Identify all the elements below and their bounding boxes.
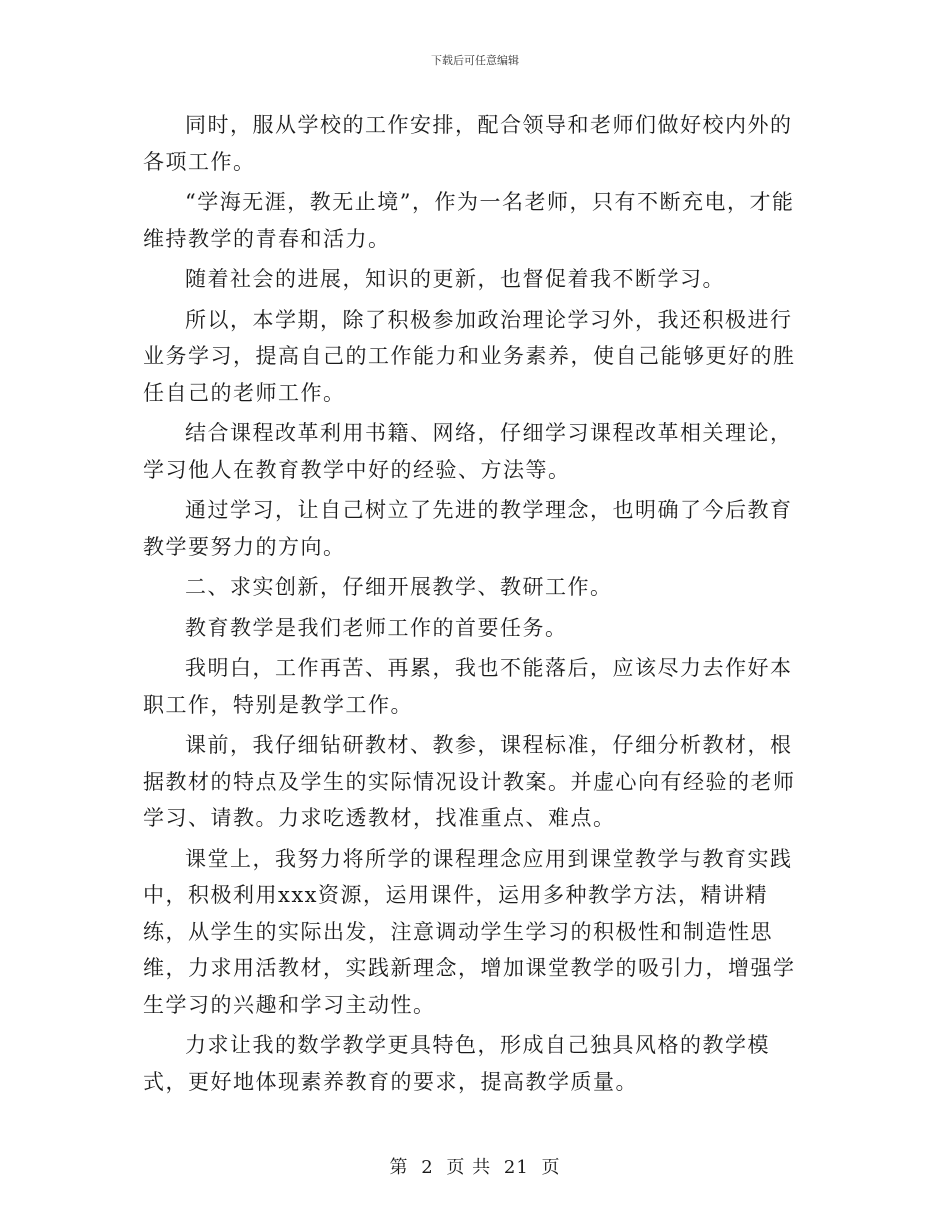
paragraph: 所以，本学期，除了积极参加政治理论学习外，我还积极进行业务学习，提高自己的工作能力和业务素养，使自己能够更好的胜任自己的老师工作。 xyxy=(143,307,796,405)
total-pages-number: 21 xyxy=(503,1157,529,1178)
paragraph: 随着社会的进展，知识的更新，也督促着我不断学习。 xyxy=(185,267,725,291)
paragraph: “学海无涯，教无止境”，作为一名老师，只有不断充电，才能维持教学的青春和活力。 xyxy=(143,190,795,251)
paragraph: 我明白，工作再苦、再累，我也不能落后，应该尽力去作好本职工作，特别是教学工作。 xyxy=(143,656,793,717)
paragraph: 课堂上，我努力将所学的课程理念应用到课堂教学与教育实践中，积极利用xxx资源，运用课件，运用多种教学方法，精讲精练，从学生的实际出发，注意调动学生学习的积极性和制造性思维，力求用活教材，实践新理念，增加课堂教学的吸引力，增强学生学习的兴趣和学习主动性。 xyxy=(143,846,796,1017)
paragraph: 教育教学是我们老师工作的首要任务。 xyxy=(185,615,568,640)
paragraph: 同时，服从学校的工作安排，配合领导和老师们做好校内外的各项工作。 xyxy=(143,113,793,174)
paragraph: 结合课程改革利用书籍、网络，仔细学习课程改革相关理论，学习他人在教育教学中好的经验、方法等。 xyxy=(143,421,793,482)
paragraph: 课前，我仔细钻研教材、教参，课程标准，仔细分析教材，根据教材的特点及学生的实际情况设计教案。并虚心向有经验的老师学习、请教。力求吃透教材，找准重点、难点。 xyxy=(143,733,796,830)
document-body xyxy=(143,107,808,1104)
paragraph: 通过学习，让自己树立了先进的教学理念，也明确了今后教育教学要努力的方向。 xyxy=(143,498,793,559)
page-header: 下载后可任意编辑 xyxy=(431,54,519,67)
page-label-mid: 页 共 xyxy=(446,1157,492,1178)
page-label-suffix: 页 xyxy=(541,1157,561,1178)
page-label-prefix: 第 xyxy=(389,1157,409,1178)
page-number-footer xyxy=(0,1153,950,1179)
section-heading: 二、求实创新，仔细开展教学、教研工作。 xyxy=(185,575,613,599)
paragraph: 力求让我的数学教学更具特色，形成自己独具风格的教学模式，更好地体现素养教育的要求，提高教学质量。 xyxy=(143,1033,770,1094)
current-page-number: 2 xyxy=(421,1157,434,1178)
